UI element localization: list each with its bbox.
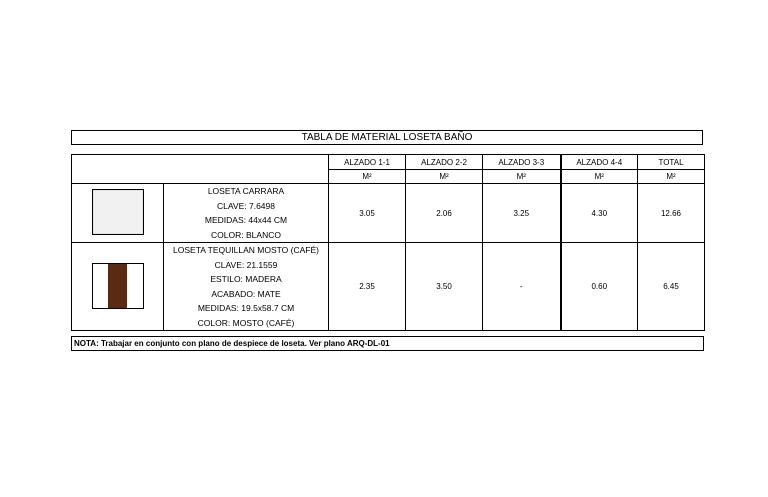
description-line: COLOR: MOSTO (CAFÉ) <box>197 317 295 328</box>
table-row <box>72 243 705 331</box>
value-cell: 3.05 <box>329 184 406 243</box>
description-line: MEDIDAS: 19.5x58.7 CM <box>197 303 295 313</box>
value-cell: 3.25 <box>483 184 561 243</box>
wood-tile-swatch <box>92 263 144 309</box>
header-blank-cell <box>72 155 329 184</box>
unit-cell: M² <box>638 170 705 184</box>
description-cell <box>164 184 329 243</box>
col-header-alzado-3-3: ALZADO 3-3 <box>483 155 561 170</box>
unit-cell: M² <box>329 170 406 184</box>
col-header-total: TOTAL <box>638 155 705 170</box>
description-line: LOSETA CARRARA <box>207 186 285 196</box>
total-cell: 12.66 <box>638 184 705 243</box>
value-cell: 2.06 <box>406 184 483 243</box>
unit-cell: M² <box>483 170 561 184</box>
table-title: TABLA DE MATERIAL LOSETA BAÑO <box>71 130 703 145</box>
table-row <box>72 184 705 243</box>
col-header-alzado-4-4: ALZADO 4-4 <box>561 155 638 170</box>
col-header-alzado-1-1: ALZADO 1-1 <box>329 155 406 170</box>
col-header-alzado-2-2: ALZADO 2-2 <box>406 155 483 170</box>
description-line: MEDIDAS: 44x44 CM <box>204 215 288 225</box>
description-cell <box>164 243 329 331</box>
description-line: LOSETA TEQUILLAN MOSTO (CAFÉ) <box>173 245 319 255</box>
description-line: CLAVE: 7.6498 <box>217 200 275 211</box>
swatch-cell <box>72 184 164 243</box>
value-cell: 3.50 <box>406 243 483 331</box>
total-cell: 6.45 <box>638 243 705 331</box>
value-cell: 0.60 <box>561 243 638 331</box>
note-text: NOTA: Trabajar en conjunto con plano de despiece de loseta. Ver plano ARQ-DL-01 <box>71 336 704 351</box>
description-line: ACABADO: MATE <box>211 288 281 299</box>
description-line: CLAVE: 21.1559 <box>214 259 278 270</box>
description-line: COLOR: BLANCO <box>211 229 281 240</box>
header-row <box>72 155 705 170</box>
unit-cell: M² <box>561 170 638 184</box>
material-table <box>71 154 705 331</box>
value-cell: 4.30 <box>561 184 638 243</box>
swatch-cell <box>72 243 164 331</box>
description-line: ESTILO: MADERA <box>210 274 282 284</box>
value-cell: - <box>483 243 561 331</box>
value-cell: 2.35 <box>329 243 406 331</box>
carrara-tile-swatch <box>92 189 144 235</box>
unit-cell: M² <box>406 170 483 184</box>
